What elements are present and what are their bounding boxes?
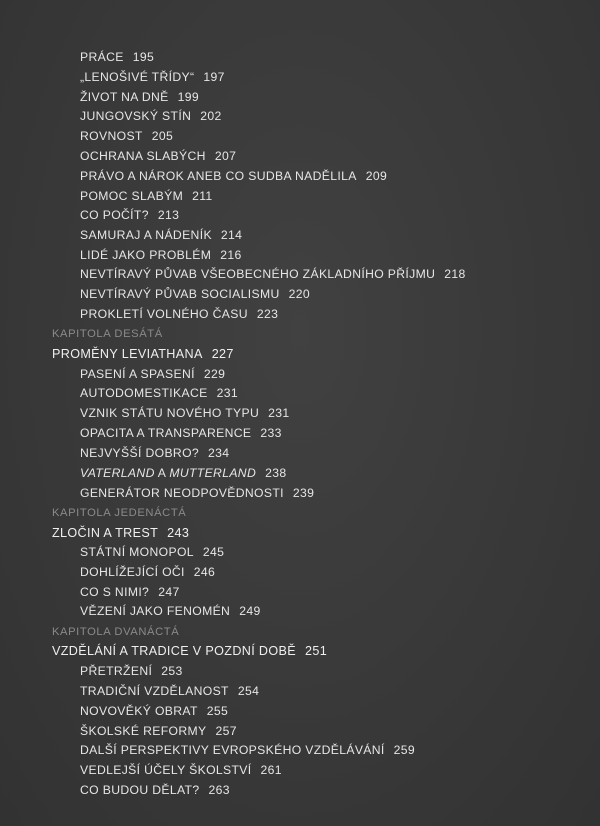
chapter-heading [52,525,189,541]
toc-entry-title: NEJVYŠŠÍ DOBRO? [80,446,200,460]
toc-entry-title: TRADIČNÍ VZDĚLANOST [80,684,229,698]
toc-entry [80,445,229,461]
chapter-heading-title: PROMĚNY LEVIATHANA [52,347,203,361]
chapter-label [52,326,163,342]
toc-entry [80,703,228,719]
toc-entry [80,405,290,421]
toc-entry-title: SAMURAJ A NÁDENÍK [80,228,212,242]
toc-entry-title: PRÁCE [80,50,124,64]
toc-entry [80,227,242,243]
toc-entry-title: PASENÍ A SPASENÍ [80,367,195,381]
toc-entry-title: ŠKOLSKÉ REFORMY [80,724,207,738]
toc-page-number: 245 [202,545,225,559]
toc-entry [80,247,242,263]
toc-entry [80,683,259,699]
toc-entry [80,485,314,501]
toc-entry [80,128,173,144]
chapter-label-text: KAPITOLA DESÁTÁ [52,328,163,340]
toc-page-number: 209 [365,169,388,183]
toc-page-number: 263 [208,783,230,797]
toc-entry-title-italic: VATERLAND [80,466,155,480]
toc-entry [80,266,466,282]
toc-entry-title: CO S NIMI? [80,585,150,599]
toc-entry [80,723,237,739]
toc-page-number: 249 [239,604,261,618]
toc-page-number: 233 [260,426,282,440]
toc-page-number: 227 [211,347,234,361]
toc-entry [80,188,213,204]
toc-entry-title: NOVOVĚKÝ OBRAT [80,704,198,718]
toc-entry [80,89,199,105]
toc-entry [80,385,238,401]
toc-page-number: 239 [292,486,315,500]
toc-entry [80,603,261,619]
toc-entry-title: „LENOŠIVÉ TŘÍDY“ [80,70,195,84]
toc-entry-title: NEVTÍRAVÝ PŮVAB VŠEOBECNÉHO ZÁKLADNÍHO PŘÍJMU [80,267,436,281]
chapter-label [52,624,179,640]
toc-entry [80,663,183,679]
chapter-label-text: KAPITOLA JEDENÁCTÁ [52,507,187,519]
toc-entry-title-italic: MUTTERLAND [169,466,257,480]
toc-entry-title: ŽIVOT NA DNĚ [80,90,169,104]
toc-page-number: 255 [206,704,229,718]
toc-page-number: 231 [268,406,290,420]
toc-entry-title: CO BUDOU DĚLAT? [80,783,200,797]
toc-page-number: 207 [214,149,237,163]
toc-page-number: 211 [192,189,213,203]
toc-page-number: 223 [256,307,279,321]
toc-page-number: 195 [132,50,155,64]
toc-entry-title: PŘETRŽENÍ [80,664,153,678]
toc-entry-title: AUTODOMESTIKACE [80,386,208,400]
toc-entry [80,742,415,758]
toc-entry [80,286,310,302]
toc-entry [80,49,154,65]
toc-page-number: 220 [288,287,311,301]
toc-entry [80,108,222,124]
toc-entry [80,782,230,798]
toc-page-number: 218 [444,267,466,281]
toc-page-number: 243 [167,526,190,540]
toc-entry [80,207,179,223]
toc-entry-title: OCHRANA SLABÝCH [80,149,206,163]
toc-page-number: 247 [158,585,180,599]
toc-entry-title: PRÁVO A NÁROK ANEB CO SUDBA NADĚLILA [80,169,357,183]
toc-entry [80,762,282,778]
toc-page-number: 253 [161,664,183,678]
toc-page-number: 238 [265,466,287,480]
toc-entry [80,544,224,560]
chapter-heading-title: VZDĚLÁNÍ A TRADICE V POZDNÍ DOBĚ [52,644,297,658]
toc-entry-title: DALŠÍ PERSPEKTIVY EVROPSKÉHO VZDĚLÁVÁNÍ [80,743,385,757]
toc-page-number: 205 [151,129,174,143]
toc-entry-title-connector: A [154,466,170,480]
toc-page-number: 199 [177,90,200,104]
toc-entry-title: DOHLÍŽEJÍCÍ OČI [80,565,185,579]
toc-page-number: 214 [220,228,243,242]
toc-entry-title: OPACITA A TRANSPARENCE [80,426,252,440]
toc-entry [80,564,215,580]
toc-entry-title: STÁTNÍ MONOPOL [80,545,194,559]
toc-page-number: 231 [216,386,238,400]
toc-entry-title: VEDLEJŠÍ ÚČELY ŠKOLSTVÍ [80,763,252,777]
toc-entry [80,425,282,441]
toc-page-number: 197 [203,70,225,84]
chapter-label-text: KAPITOLA DVANÁCTÁ [52,626,180,638]
toc-page-number: 251 [305,644,328,658]
toc-page-number: 246 [193,565,216,579]
toc-entry [80,168,387,184]
toc-page-number: 202 [200,109,222,123]
toc-page-number: 216 [220,248,242,262]
chapter-label [52,505,186,521]
toc-page-number: 229 [203,367,226,381]
toc-entry-title: VĚZENÍ JAKO FENOMÉN [80,604,231,618]
toc-entry-title: CO POČÍT? [80,208,149,222]
toc-entry-title: ROVNOST [80,129,143,143]
toc-page-number: 213 [157,208,180,222]
toc-entry [80,366,225,382]
toc-entry-title: NEVTÍRAVÝ PŮVAB SOCIALISMU [80,287,280,301]
toc-entry-title: LIDÉ JAKO PROBLÉM [80,248,212,262]
toc-entry [80,465,287,481]
chapter-heading [52,643,327,659]
chapter-heading [52,346,234,362]
toc-page-number: 254 [237,684,260,698]
toc-entry-title: GENERÁTOR NEODPOVĚDNOSTI [80,486,284,500]
toc-entry-title: POMOC SLABÝM [80,189,184,203]
toc-entry-title: PROKLETÍ VOLNÉHO ČASU [80,307,248,321]
toc-page-number: 259 [393,743,416,757]
toc-entry [80,69,225,85]
toc-page-number: 257 [215,724,237,738]
toc-entry [80,148,236,164]
toc-entry-title: VZNIK STÁTU NOVÉHO TYPU [80,406,260,420]
chapter-heading-title: ZLOČIN A TREST [52,526,159,540]
toc-page-number: 234 [208,446,230,460]
toc-page-number: 261 [260,763,282,777]
toc-entry [80,306,278,322]
toc-entry [80,584,180,600]
toc-entry-title: JUNGOVSKÝ STÍN [80,109,192,123]
